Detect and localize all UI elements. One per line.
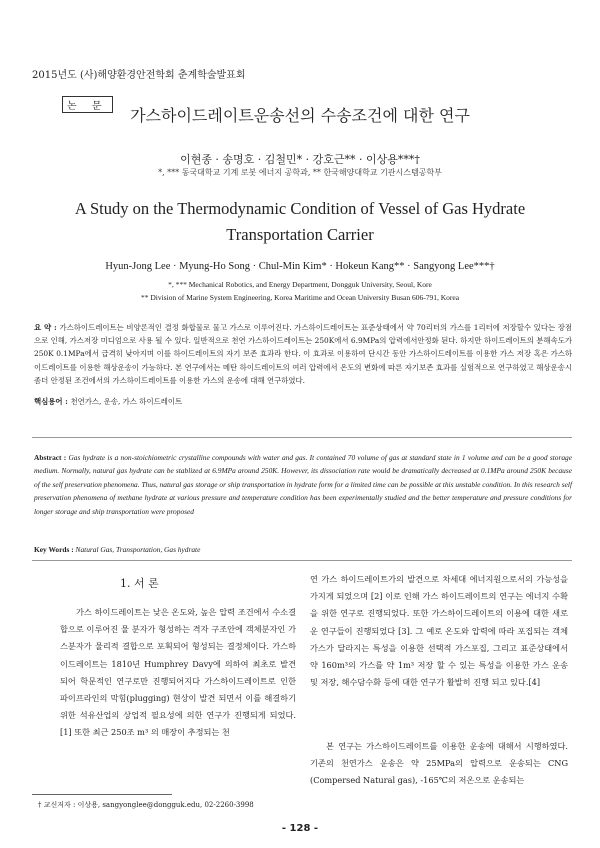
- title-english-line-1: A Study on the Thermodynamic Condition of Vessel of Gas Hydrate: [74, 199, 526, 218]
- footnote-corresponding-author: † 교신저자 : 이상용, sangyonglee@dongguk.edu, 02-2260-3998: [38, 801, 254, 809]
- keywords-english-text: Natural Gas, Transportation, Gas hydrate: [75, 545, 201, 554]
- body-right-paragraph-2: 본 연구는 가스하이드레이트를 이용한 운송에 대해서 시행하였다. 기존의 천연가스 운송은 약 25MPa의 압력으로 운송되는 CNG (Compersed Natural gas), -165℃의 저온으로 운송되는: [310, 741, 568, 786]
- page-number: - 128 -: [281, 823, 319, 834]
- keywords-english: [34, 545, 200, 554]
- abstract-korean: [34, 321, 572, 387]
- paper-title-english: [0, 196, 600, 248]
- authors-english: Hyun-Jong Lee · Myung-Ho Song · Chul-Min Kim* · Hokeun Kang** · Sangyong Lee***†: [105, 261, 495, 272]
- divider-top: [32, 437, 572, 438]
- footnote-divider: [32, 794, 172, 795]
- affiliation-english-1: *, *** Mechanical Robotics, and Energy Department, Dongguk University, Seoul, Kore: [168, 280, 432, 289]
- divider-bottom: [32, 560, 572, 561]
- abstract-english: [34, 451, 572, 518]
- body-right-paragraph-1: 연 가스 하이드레이트가의 발견으로 차세대 에너지원으로서의 가능성을 가지게 되었으며 [2] 이로 인해 가스 하이드레이트의 연구는 에너지 수확을 위한 연구로 진행되었다. 또한 가스하이드레이트의 이용에 대한 새로운 연구들이 진행되었다 [3]. 그 예로 온도와 압력에 따라 포집되는 객체가스가 달라지는 특성을 이용한 선택적 가스포집, 그리고 표준상태에서 약 160m³의 가스를 약 1m³ 저장 할 수 있는 특성을 이용한 가스 운송 및 저장, 해수담수화 등에 대한 연구가 활발히 진행 되고 있다.[4]: [310, 574, 568, 688]
- abstract-english-text: Gas hydrate is a non-stoichiometric crystalline compounds with water and gas. It contained 70 volume of gas at standard state in 1 volume and can be a good storage medium. Normally, natural gas hydrate can be stablized at 6.9MPa around 250K. However, its dissociation rate would be dramatically decreased at 0.1MPa around 250K because of the self preservation phenomena. Thus, natural gas storage or ship transportation in hydrate form for a limited time can be possible at this unstable condition. In this research self preservation phenomena of methane hydrate at various pressure and temperature condition has been experimentally studied and the better temperature and pressure conditions for longer storage and ship transportation were proposed: [34, 453, 572, 516]
- abstract-korean-text: 가스하이드레이트는 비양론적인 결정 화합물로 물고 가스로 이루어진다. 가스하이드레이트는 표준상태에서 약 70리터의 가스를 1리터에 저장할수 있다는 장점으로 인해, 가스저장 미디엄으로 사용 될 수 있다. 일반적으로 천연 가스하이드레이트는 250K에서 6.9MPa의 압력에서안정화 된다. 하지만 하이드레이트의 분해속도가 250K 0.1MPa에서 급격히 낮아지며 이를 하이드레이트의 자기 보존 효과라 한다. 이 효과로 이용하여 단시간 동안 가스하이드레이트를 이용한 가스 저장 혹은 가스하이드레이트를 이용한 해상운송이 가능하다. 본 연구에서는 메탄 하이드레이트의 여러 압력에서 온도의 변화에 따른 자기보존 효과를 실험적으로 연구하였고 해상운송시 좀더 안정된 조건에서의 가스하이드레이트를 이용한 가스의 운송에 대해 연구하였다.: [34, 323, 572, 385]
- title-english-line-2: Transportation Carrier: [226, 225, 374, 244]
- keywords-korean: [34, 396, 182, 407]
- abstract-korean-label: 요 약 :: [34, 323, 60, 332]
- keywords-korean-text: 천연가스, 운송, 가스 하이드레이트: [70, 397, 183, 406]
- abstract-english-label: Abstract :: [34, 453, 69, 462]
- body-left-column: 가스 하이드레이트는 낮은 온도와, 높은 압력 조건에서 수소결합으로 이루어진 물 분자가 형성하는 격자 구조안에 객체분자인 가스분자가 물리적 결합으로 포획되어 형성되는 결정체이다. 가스하이드레이트는 1810년 Humphrey Davy에 의하여 최초로 발견 되어 학문적인 연구로만 진행되어지다 가스하이드레이트로 인한 파이프라인의 막힘(plugging) 현상이 발견 되면서 이를 해결하기 위한 석유산업의 상업적 필요성에 의한 연구가 진행되게 되었다.[1] 또한 최근 250조 m³ 의 매장이 추정되는 천: [60, 607, 296, 738]
- paper-type-badge: 논 문: [62, 96, 113, 113]
- section-title-introduction: 1. 서 론: [120, 577, 159, 590]
- authors-korean: 이현종 · 송명호 · 김철민* · 강호근** · 이상용***†: [180, 153, 420, 166]
- keywords-english-label: Key Words :: [34, 545, 76, 554]
- paper-title-korean: 가스하이드레이트운송선의 수송조건에 대한 연구: [130, 106, 470, 125]
- affiliation-english-2: ** Division of Marine System Engineering, Korea Maritime and Ocean University Busan 606-791, Korea: [140, 293, 460, 302]
- affiliation-korean: *, *** 동국대학교 기계 로봇 에너지 공학과, ** 한국해양대학교 기관시스템공학부: [158, 168, 442, 177]
- keywords-korean-label: 핵심용어 :: [34, 397, 71, 406]
- conference-name: 2015년도 (사)해양환경안전학회 춘계학술발표회: [32, 70, 246, 81]
